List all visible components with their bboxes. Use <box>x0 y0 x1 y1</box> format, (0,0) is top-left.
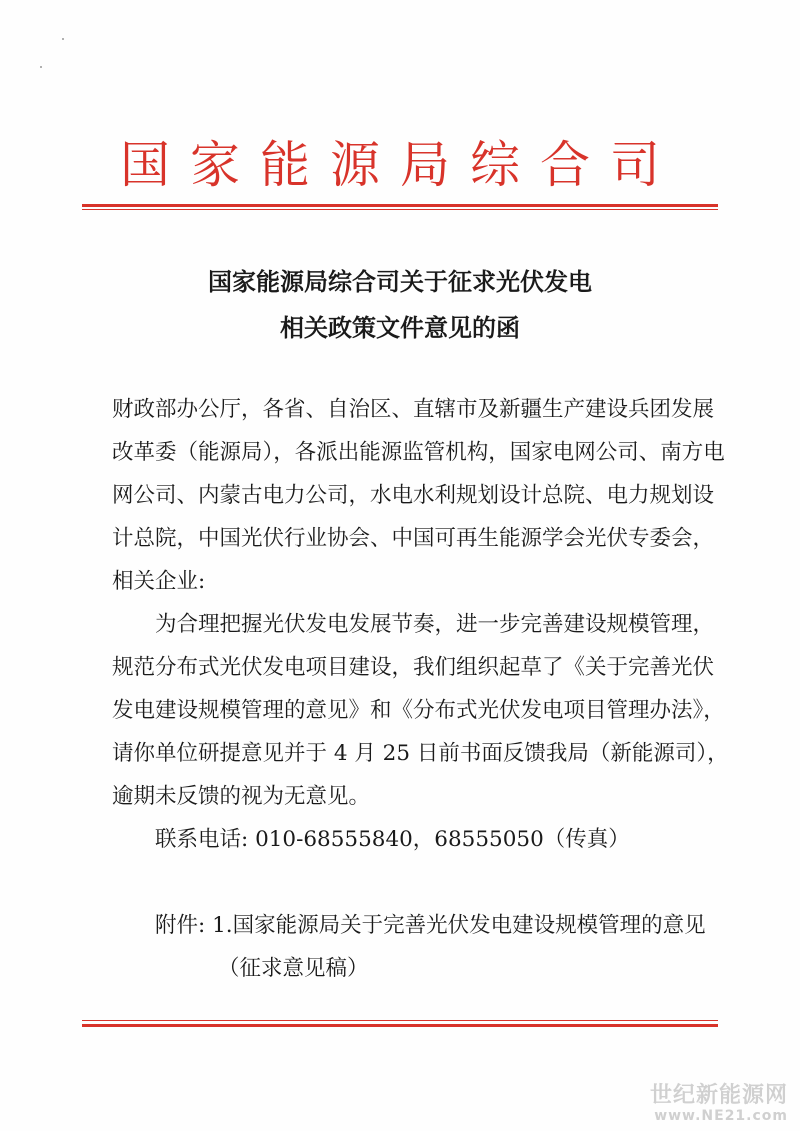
footer-red-rule-thin <box>82 1020 718 1021</box>
watermark-name: 世纪新能源网 <box>649 1083 788 1108</box>
recipients-line: 相关企业: <box>112 569 206 594</box>
header-red-rule-thin <box>82 209 718 210</box>
recipients-line: 网公司、内蒙古电力公司，水电水利规划设计总院、电力规划设 <box>112 483 715 508</box>
attachment-line-2: （征求意见稿） <box>218 956 369 981</box>
watermark-url: www.NE21.com <box>654 1108 788 1124</box>
document-title-line-2: 相关政策文件意见的函 <box>280 314 520 342</box>
scan-speck <box>62 38 64 40</box>
scan-speck <box>40 66 42 68</box>
body-paragraph-line: 为合理把握光伏发电发展节奏，进一步完善建设规模管理， <box>155 612 715 637</box>
body-paragraph-line: 发电建设规模管理的意见》和《分布式光伏发电项目管理办法》， <box>112 698 725 723</box>
document-title-line-1: 国家能源局综合司关于征求光伏发电 <box>208 268 592 296</box>
site-watermark <box>650 1085 788 1123</box>
body-paragraph-line: 规范分布式光伏发电项目建设，我们组织起草了《关于完善光伏 <box>112 655 715 680</box>
body-paragraph-line: 逾期未反馈的视为无意见。 <box>112 784 371 809</box>
contact-phone: 联系电话: 010-68555840，68555050（传真） <box>155 827 630 852</box>
footer-red-rule-thick <box>82 1024 718 1027</box>
recipients-line: 改革委（能源局），各派出能源监管机构，国家电网公司、南方电 <box>112 440 725 465</box>
recipients-line: 计总院，中国光伏行业协会、中国可再生能源学会光伏专委会， <box>112 526 715 551</box>
issuing-org-header: 国家能源局综合司 <box>120 136 680 194</box>
header-red-rule-thick <box>82 204 718 207</box>
attachment-line-1: 附件: 1.国家能源局关于完善光伏发电建设规模管理的意见 <box>155 913 706 938</box>
recipients-line: 财政部办公厅，各省、自治区、直辖市及新疆生产建设兵团发展 <box>112 397 715 422</box>
body-paragraph-line: 请你单位研提意见并于 4 月 25 日前书面反馈我局（新能源司）， <box>112 741 729 766</box>
